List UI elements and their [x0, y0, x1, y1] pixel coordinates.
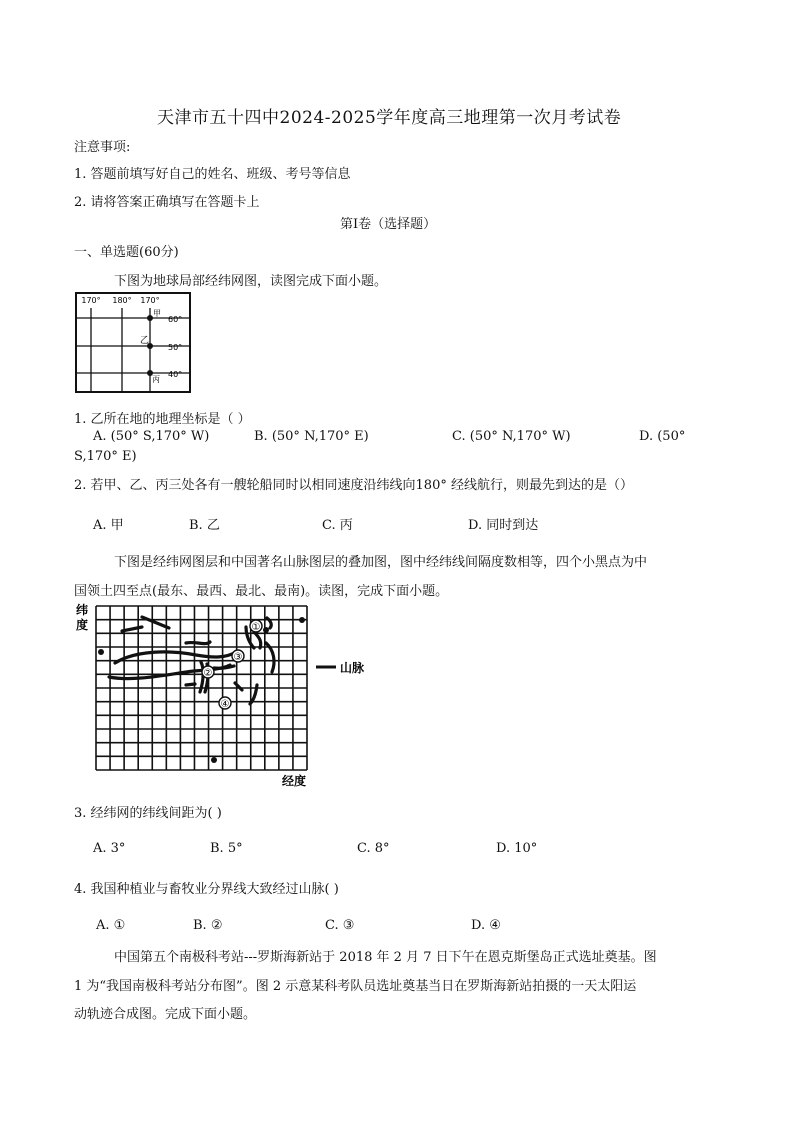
lon-label: 180° — [112, 296, 132, 305]
lat-label: 40° — [168, 370, 183, 379]
q1-option-b[interactable]: B. (50° N,170° E) — [254, 429, 369, 444]
intro-text: 1 为“我国南极科考站分布图”。图 2 示意某科考队员选址奠基当日在罗斯海新站拍摄的一天太阳运 — [74, 979, 637, 994]
y-axis-label: 度 — [76, 618, 89, 632]
mountain-range-line — [267, 618, 271, 628]
lon-label: 170° — [140, 296, 160, 305]
intro-text: 下图是经纬网图层和中国著名山脉图层的叠加图，图中经纬线间隔度数相等，四个小黑点为中 — [114, 555, 648, 570]
extreme-point-west — [98, 649, 104, 655]
lat-label: 60° — [168, 315, 183, 324]
point-label-bing: 丙 — [152, 375, 160, 384]
legend — [314, 659, 374, 679]
q2-option-d[interactable]: D. 同时到达 — [468, 518, 539, 533]
question-2-stem: 2. 若甲、乙、丙三处各有一艘轮船同时以相同速度沿纬线向180° 经线航行，则最先到达的是（） — [74, 478, 633, 493]
mountain-range-line — [186, 684, 195, 685]
point-label-yi: 乙 — [140, 336, 150, 346]
point-label-jia: 甲 — [153, 309, 161, 318]
x-axis-label: 经度 — [282, 774, 307, 788]
marker-3: ③ — [233, 652, 243, 663]
page-title: 天津市五十四中2024-2025学年度高三地理第一次月考试卷 — [157, 108, 622, 128]
q3-option-a[interactable]: A. 3° — [93, 841, 126, 856]
q2-option-c[interactable]: C. 丙 — [322, 518, 353, 533]
y-axis-label: 纬 — [76, 603, 89, 617]
q3-option-b[interactable]: B. 5° — [210, 841, 243, 856]
intro-text: 中国第五个南极科考站---罗斯海新站于 2018 年 2 月 7 日下午在恩克斯堡岛正式选址奠基。图 — [114, 950, 657, 965]
marker-4: ④ — [220, 699, 230, 710]
q1-option-d-wrap: S,170° E) — [74, 449, 137, 464]
mountain-range-line — [186, 642, 210, 644]
marker-2: ② — [203, 668, 213, 679]
q3-option-c[interactable]: C. 8° — [357, 841, 390, 856]
extreme-point-south — [211, 757, 217, 763]
notice-item: 2. 请将答案正确填写在答题卡上 — [74, 195, 260, 210]
graticule-figure-1 — [74, 290, 194, 395]
q4-option-c[interactable]: C. ③ — [325, 918, 355, 933]
mountain-range-line — [254, 632, 261, 648]
mountain-range-line — [142, 617, 169, 628]
lat-label: 50° — [168, 343, 183, 352]
notice-item: 1. 答题前填写好自己的姓名、班级、考号等信息 — [74, 167, 351, 182]
q1-option-a[interactable]: A. (50° S,170° W) — [93, 429, 210, 444]
extreme-point-east — [263, 627, 269, 633]
q4-option-a[interactable]: A. ① — [96, 918, 126, 933]
intro-text: 国领土四至点(最东、最西、最北、最南)。读图，完成下面小题。 — [74, 584, 449, 599]
q1-option-c[interactable]: C. (50° N,170° W) — [452, 429, 571, 444]
question-1-stem: 1. 乙所在地的地理坐标是（ ） — [74, 412, 251, 427]
notice-heading: 注意事项: — [74, 140, 131, 155]
q2-option-a[interactable]: A. 甲 — [93, 518, 124, 533]
q1-option-d[interactable]: D. (50° — [639, 429, 686, 444]
lon-label: 170° — [81, 296, 101, 305]
intro-text: 动轨迹合成图。完成下面小题。 — [74, 1007, 257, 1022]
marker-1: ① — [251, 622, 261, 633]
extreme-point-north — [299, 617, 305, 623]
section-heading: 一、单选题(60分) — [74, 245, 179, 260]
legend-label: 山脉 — [340, 661, 365, 675]
q4-option-d[interactable]: D. ④ — [471, 918, 501, 933]
mountain-graticule-figure — [74, 600, 374, 790]
question-3-stem: 3. 经纬网的纬线间距为( ) — [74, 806, 222, 821]
q3-option-d[interactable]: D. 10° — [496, 841, 538, 856]
question-4-stem: 4. 我国种植业与畜牧业分界线大致经过山脉( ) — [74, 882, 339, 897]
volume-heading: 第Ⅰ卷（选择题） — [340, 217, 437, 232]
intro-text: 下图为地球局部经纬网图，读图完成下面小题。 — [114, 274, 388, 289]
q2-option-b[interactable]: B. 乙 — [189, 518, 220, 533]
q4-option-b[interactable]: B. ② — [193, 918, 223, 933]
